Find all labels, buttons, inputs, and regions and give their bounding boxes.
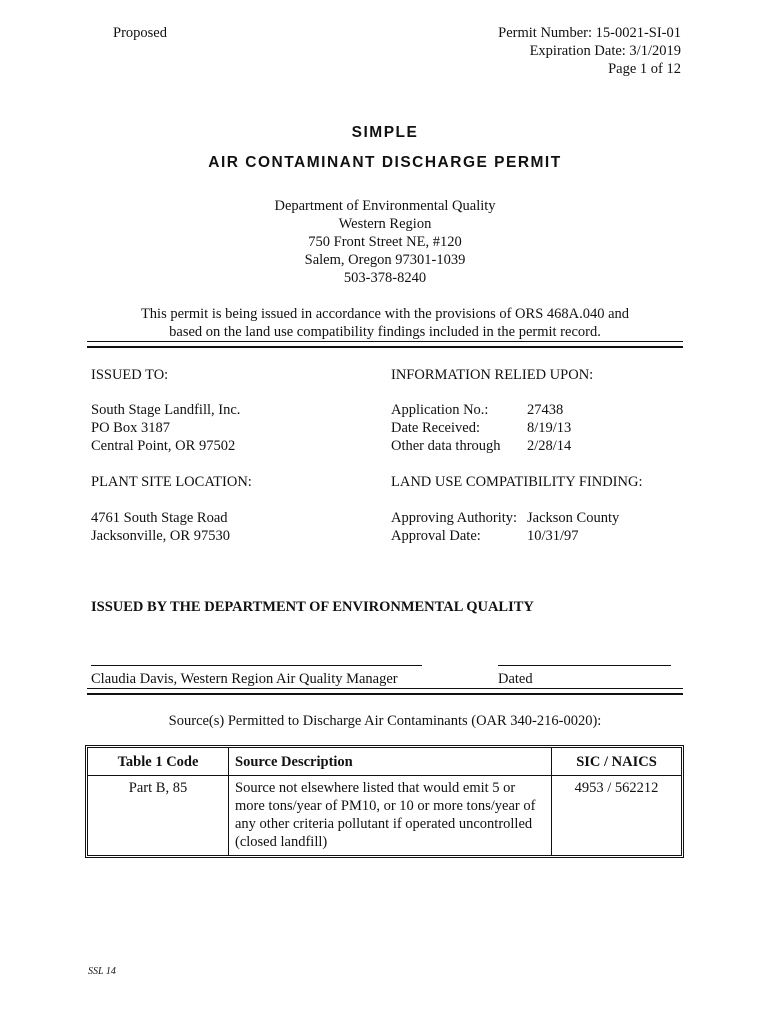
issued-to-heading: ISSUED TO: <box>91 367 169 383</box>
column-header-sic-naics: SIC / NAICS <box>552 748 681 776</box>
info-value: 27438 <box>527 402 564 418</box>
info-value: 2/28/14 <box>527 438 572 454</box>
agency-city: Salem, Oregon 97301-1039 <box>304 252 466 268</box>
table-row <box>88 776 681 855</box>
issued-to-address-1: PO Box 3187 <box>91 420 170 436</box>
info-value: 8/19/13 <box>527 420 572 436</box>
statement-line-1: This permit is being issued in accordance with the provisions of ORS 468A.040 and <box>140 306 630 322</box>
sources-intro: Source(s) Permitted to Discharge Air Contaminants (OAR 340-216-0020): <box>168 713 602 729</box>
agency-name: Department of Environmental Quality <box>274 198 496 214</box>
information-heading: INFORMATION RELIED UPON: <box>391 367 594 383</box>
title-line-2: AIR CONTAMINANT DISCHARGE PERMIT <box>208 154 562 171</box>
approving-authority-value: Jackson County <box>527 510 620 526</box>
column-header-description: Source Description <box>229 748 552 776</box>
title-line-1: SIMPLE <box>351 124 419 141</box>
date-line <box>498 665 671 666</box>
info-label: Application No.: <box>391 402 489 418</box>
approving-authority-label: Approving Authority: <box>391 510 518 526</box>
plant-site-address-1: 4761 South Stage Road <box>91 510 228 526</box>
info-label: Date Received: <box>391 420 480 436</box>
expiration-date: Expiration Date: 3/1/2019 <box>529 43 681 59</box>
column-header-code: Table 1 Code <box>88 748 229 776</box>
issued-to-address-2: Central Point, OR 97502 <box>91 438 236 454</box>
divider <box>87 341 683 348</box>
draft-status: Proposed <box>113 25 167 41</box>
permit-number: Permit Number: 15-0021-SI-01 <box>498 25 681 41</box>
plant-site-address-2: Jacksonville, OR 97530 <box>91 528 230 544</box>
agency-phone: 503-378-8240 <box>343 270 427 286</box>
signer-name: Claudia Davis, Western Region Air Quality Manager <box>91 671 398 687</box>
agency-region: Western Region <box>338 216 432 232</box>
source-code: Part B, 85 <box>88 776 229 855</box>
table-header-row <box>88 748 681 776</box>
approval-date-value: 10/31/97 <box>527 528 579 544</box>
dated-label: Dated <box>498 671 533 687</box>
agency-street: 750 Front Street NE, #120 <box>308 234 462 250</box>
signature-line <box>91 665 422 666</box>
issued-by-heading: ISSUED BY THE DEPARTMENT OF ENVIRONMENTAL QUALITY <box>91 599 534 615</box>
issued-to-name: South Stage Landfill, Inc. <box>91 402 241 418</box>
page-number: Page 1 of 12 <box>608 61 681 77</box>
divider <box>87 688 683 695</box>
plant-site-heading: PLANT SITE LOCATION: <box>91 474 252 490</box>
statement-line-2: based on the land use compatibility findings included in the permit record. <box>169 324 601 340</box>
sources-table <box>85 745 684 858</box>
source-description: Source not elsewhere listed that would emit 5 or more tons/year of PM10, or 10 or more tons/year of any other criteria pollutant if operated uncontrolled (closed landfill) <box>229 776 552 855</box>
source-sic-naics: 4953 / 562212 <box>574 780 659 796</box>
approval-date-label: Approval Date: <box>391 528 481 544</box>
footer-code: SSL 14 <box>88 966 116 977</box>
info-label: Other data through <box>391 438 501 454</box>
land-use-heading: LAND USE COMPATIBILITY FINDING: <box>391 474 643 490</box>
